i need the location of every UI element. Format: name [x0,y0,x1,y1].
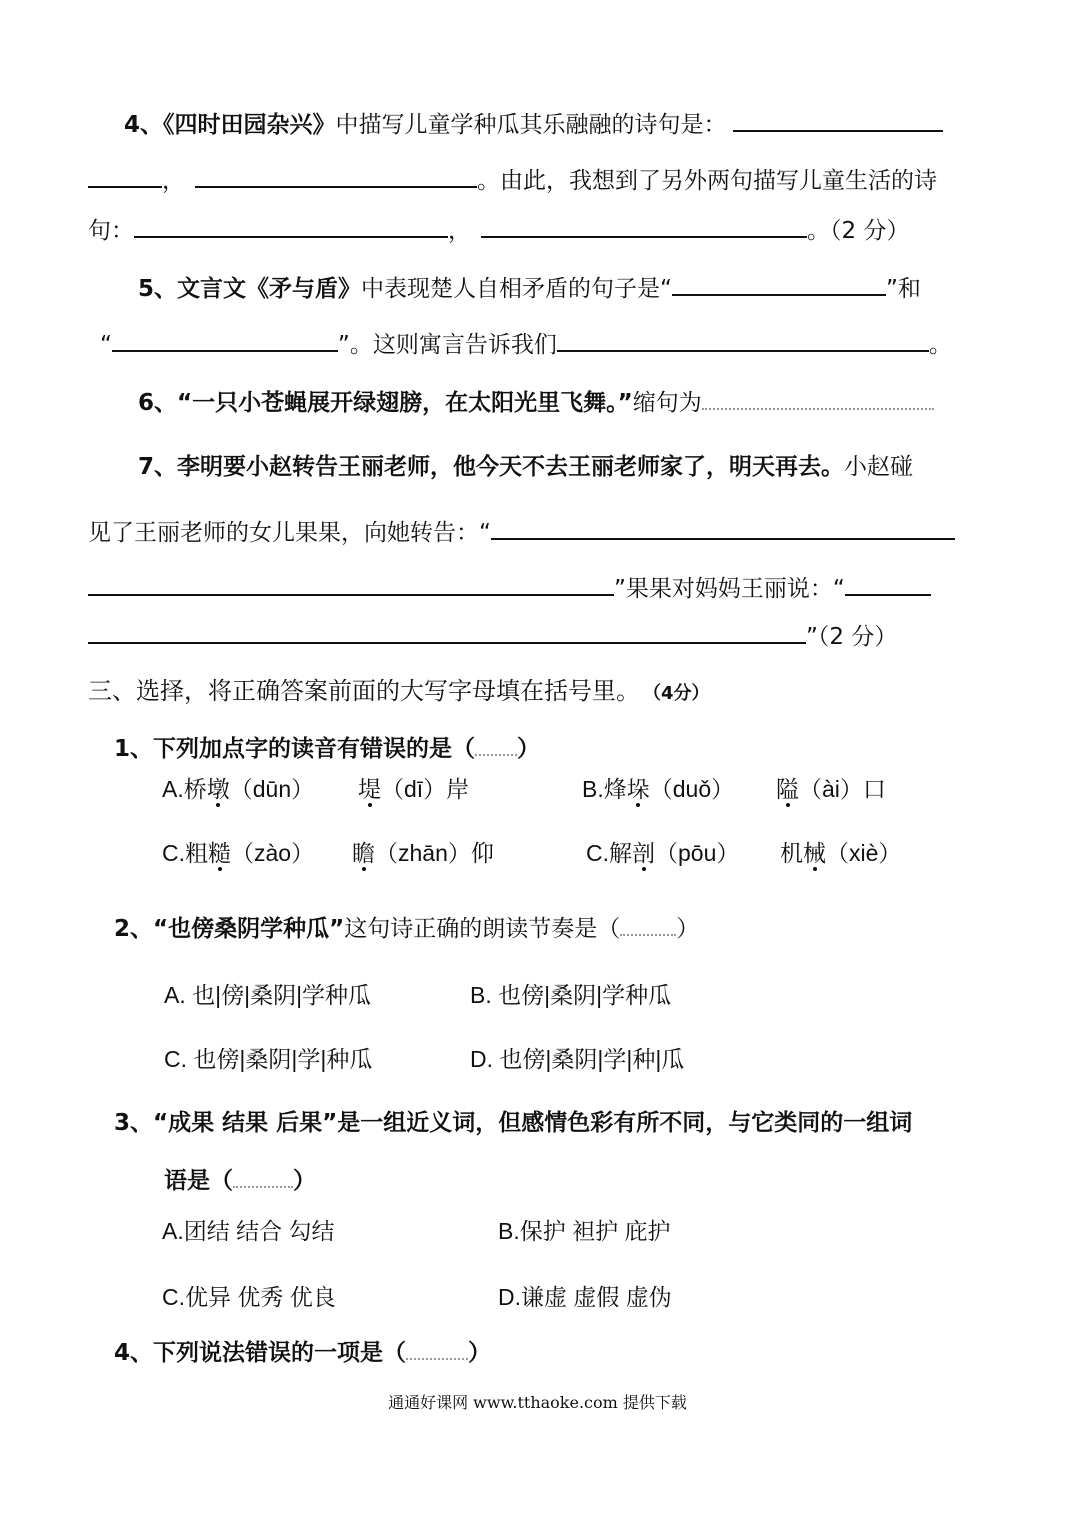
q7-blank-3[interactable] [845,572,931,596]
q4-comma-2: ， [448,218,471,244]
c3-stem: 3、“成果 结果 后果”是一组近义词，但感情色彩有所不同，与它类同的一组词 [114,1110,913,1136]
c3-stem2-text: 语是（ [164,1168,233,1194]
c4-answer-blank[interactable] [406,1340,468,1360]
c4-stem-text: 4、下列说法错误的一项是（ [114,1340,407,1366]
q7-blank-2[interactable] [88,572,614,596]
c1-b2-dotted: 隘 [776,776,799,802]
c1-c-dotted: 糙 [208,840,231,866]
q4-blank-4[interactable] [134,214,448,238]
q4-blank-5[interactable] [481,214,807,238]
q5-text: 中表现楚人自相矛盾的句子是“ [361,276,672,302]
c3-option-b: B.保护 袒护 庇护 [498,1218,671,1244]
c1-a-1: A.桥 [162,776,207,802]
c1-stem [114,734,540,764]
c1-close: ） [517,736,541,762]
c1-option-b2 [776,774,886,804]
q4-blank-3[interactable] [195,164,477,188]
c1-answer-blank[interactable] [475,736,517,756]
c2-option-a: A. 也|傍|桑阴|学种瓜 [164,982,372,1008]
q4-score: 。（2 分） [807,218,910,244]
c1-option-c [162,838,314,868]
c2-option-d: D. 也傍|桑阴|学|种|瓜 [470,1046,685,1072]
q4-line1 [124,108,943,140]
c4-close: ） [468,1340,492,1366]
q4-text-3: 句： [88,218,134,244]
q5-blank-1[interactable] [672,272,886,296]
c1-a2-dotted: 堤 [358,776,381,802]
c1-d2-dotted: 械 [803,840,826,866]
page-footer: 通通好课网 www.tthaoke.com 提供下载 [388,1393,687,1412]
q7-score: ”（2 分） [806,624,898,650]
c3-option-a: A.团结 结合 勾结 [162,1218,335,1244]
c1-b-1: B.烽 [582,776,627,802]
section3-title: 三、选择，将正确答案前面的大写字母填在括号里。 [88,677,640,705]
q4-blank-2[interactable] [88,164,162,188]
c1-option-d2 [780,838,901,868]
c3-option-d: D.谦虚 虚假 虚伪 [498,1284,672,1310]
q6-line [138,386,934,418]
c1-option-a [162,774,314,804]
q7-line2 [88,516,955,548]
q7-line1 [138,452,913,482]
q5-line2 [100,328,952,360]
q5-quote-open: “ [100,332,112,358]
c1-option-a2 [358,774,469,804]
q4-line3 [88,214,909,246]
q7-text-2: 见了王丽老师的女儿果果，向她转告：“ [88,520,491,546]
q5-line1 [138,272,921,304]
q5-text-3: ”。这则寓言告诉我们 [337,332,557,358]
q5-period: 。 [928,332,952,358]
q6-blank[interactable] [702,386,934,410]
q4-text: 中描写儿童学种瓜其乐融融的诗句是： [335,112,727,138]
q4-line2 [88,164,937,196]
c1-a-dotted: 墩 [206,776,230,802]
c1-d-3: （pōu） [655,840,740,866]
q6-text: 缩句为 [632,390,702,416]
q7-blank-1[interactable] [491,516,955,540]
c1-c2-dotted: 瞻 [352,840,375,866]
c1-c2-2: （zhān）仰 [375,840,494,866]
q4-text-2: 。由此，我想到了另外两句描写儿童生活的诗 [477,168,937,194]
c2-answer-blank[interactable] [620,916,676,936]
c3-close: ） [293,1168,316,1194]
c1-d-dotted: 剖 [632,840,655,866]
q5-number-title: 5、文言文《矛与盾》 [138,276,362,302]
q7-sentence: 7、李明要小赵转告王丽老师，他今天不去王丽老师家了，明天再去。 [138,454,845,480]
q4-comma: ， [162,168,185,194]
q6-sentence: 6、“一只小苍蝇展开绿翅膀，在太阳光里飞舞。” [138,390,633,416]
section3-score: （4分） [652,683,710,704]
c1-a2-2: （dī）岸 [381,776,470,802]
q7-line3 [88,572,931,604]
c2-option-c: C. 也傍|桑阴|学|种瓜 [164,1046,373,1072]
c1-stem-text: 1、下列加点字的读音有错误的是（ [114,736,476,762]
q7-text-3: ”果果对妈妈王丽说：“ [614,576,845,602]
q4-number-title: 4、《四时田园杂兴》 [124,112,336,138]
c2-stem-quote: 2、“也傍桑阴学种瓜” [114,916,345,942]
c2-stem-text: 这句诗正确的朗读节奏是（ [344,916,621,942]
c1-b2-2: （ài）口 [799,776,886,802]
q5-blank-2[interactable] [112,328,338,352]
c1-c-1: C.粗 [162,840,208,866]
c1-d2-3: （xiè） [826,840,902,866]
c1-option-b [582,774,734,804]
c2-option-b: B. 也傍|桑阴|学种瓜 [470,982,672,1008]
q5-text-2: ”和 [885,276,921,302]
c1-d2-1: 机 [780,840,803,866]
c3-stem-2 [164,1166,316,1196]
c3-option-c: C.优异 优秀 优良 [162,1284,336,1310]
c1-b-3: （duǒ） [649,776,735,802]
c1-option-d [586,838,739,868]
c3-answer-blank[interactable] [233,1168,293,1188]
c1-b-dotted: 垛 [626,776,650,802]
q7-line4 [88,620,897,652]
c4-stem [114,1338,491,1368]
c2-stem [114,914,699,944]
q4-blank-1[interactable] [733,108,943,132]
c1-c-3: （zào） [231,840,315,866]
q5-blank-3[interactable] [557,328,929,352]
section3-heading [88,676,710,709]
c1-a-3: （dūn） [229,776,315,802]
q7-text: 小赵碰 [844,454,914,480]
c1-option-c2 [352,838,494,868]
c2-close: ） [676,916,700,942]
c1-d-1: C.解 [586,840,632,866]
q7-blank-4[interactable] [88,620,806,644]
